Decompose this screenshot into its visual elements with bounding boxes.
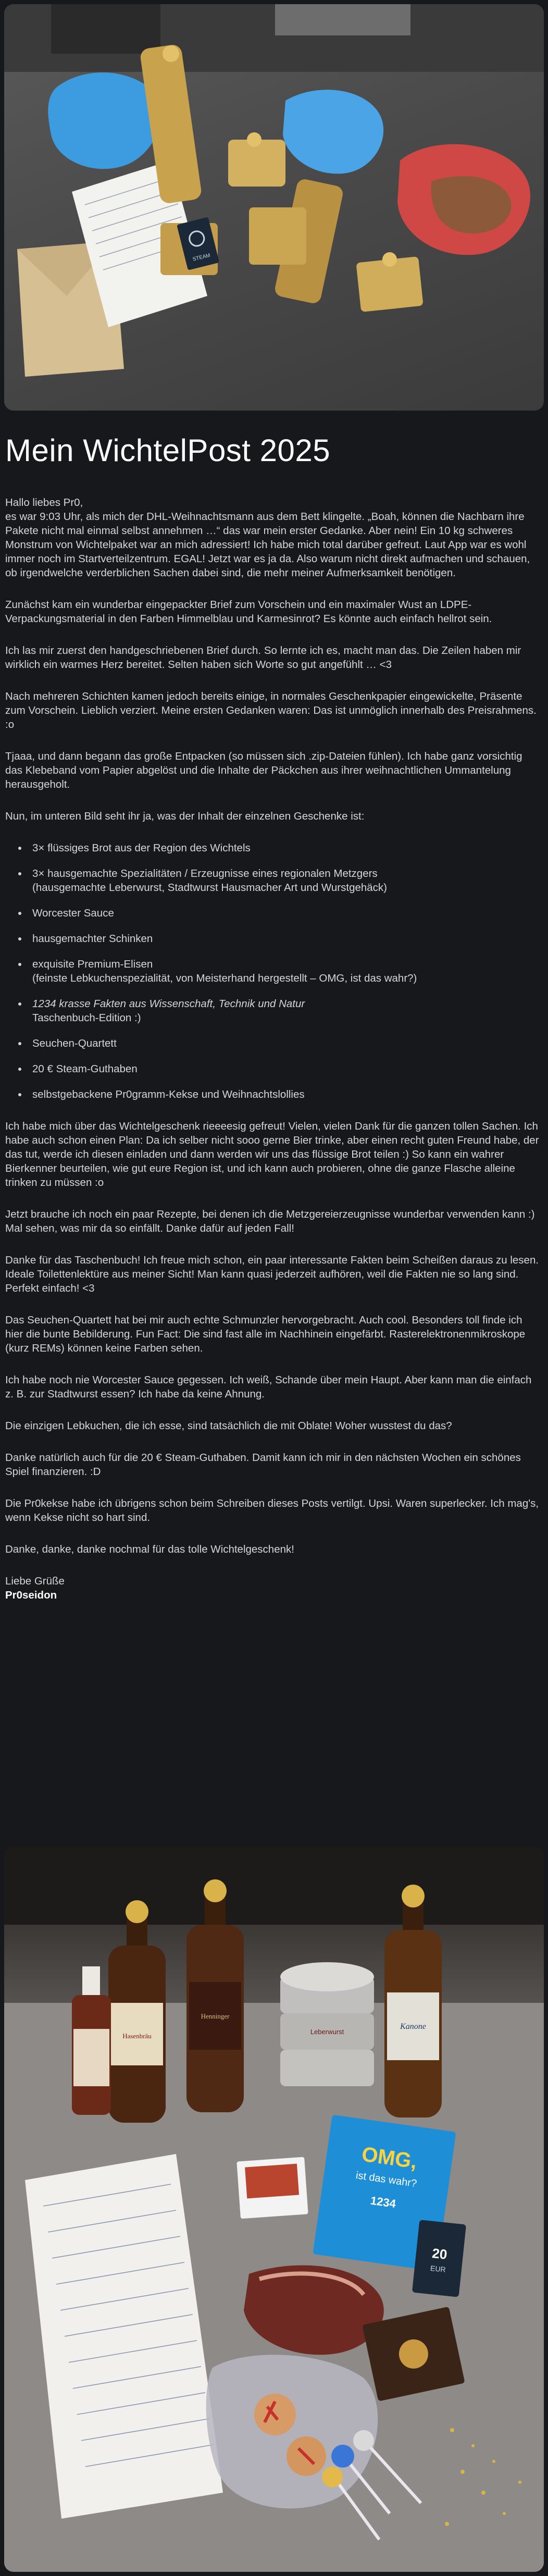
paragraph-5: Tjaaa, und dann begann das große Entpacken (so müssen sich .zip-Dateien fühlen). Ich habe ganz vorsichtig das Klebeband vom Papier abgelöst und die Inhalte der Päckchen aus ihrer weihnachtlichen Ummantelung herausgeholt. xyxy=(5,750,522,790)
lolly xyxy=(353,2430,374,2451)
list-item: • exquisite Premium-Elisen (feinste Lebkuchenspezialität, von Meisterhand hergestellt – OMG, ist das wahr?) xyxy=(28,957,542,985)
cookie-bag xyxy=(206,2355,378,2508)
paragraph-8: Jetzt brauche ich noch ein paar Rezepte, bei denen ich die Metzgereierzeugnisse wunderbar verwenden kann :) Mal sehen, was mir da so einfällt. Danke dafür auf jeden Fall! xyxy=(5,1208,535,1234)
list-item: • Worcester Sauce xyxy=(28,906,542,920)
beer-bottle xyxy=(108,1900,166,2123)
steam-card-label: STEAM xyxy=(192,252,211,263)
sausage-can xyxy=(280,1962,374,2086)
beer-label-text: Kanone xyxy=(400,2022,426,2031)
gifts-contents-photo[interactable] xyxy=(4,1847,544,2572)
steam-currency: EUR xyxy=(430,2263,446,2274)
list-item: • hausgemachter Schinken xyxy=(28,932,542,946)
paragraph-2: Zunächst kam ein wunderbar eingepackter Brief zum Vorschein und ein maximaler Wust an LDPE-Verpackungsmaterial in den Farben Himmelblau und Karmesinrot? Es könnte auch einfach hellrot sein. xyxy=(5,599,492,625)
intro-paragraph xyxy=(5,496,542,580)
paragraph-11: Ich habe noch nie Worcester Sauce gegessen. Ich weiß, Schande über mein Haupt. Aber kann man die einfach z. B. zur Stadtwurst essen? Ich habe da keine Ahnung. xyxy=(5,1374,532,1400)
window-light xyxy=(275,4,410,35)
background-dark xyxy=(4,1847,544,1925)
paragraph-10: Das Seuchen-Quartett hat bei mir auch echte Schmunzler hervorgebracht. Auch cool. Besonders toll finde ich hier die bunte Bebilderung. Fun Fact: Die sind fast alle im Nachhinein eingefärbt. Rasterelektronenmikroskope (kurz REMs) können keine Farben sehen. xyxy=(5,1314,526,1354)
blue-packing-bag xyxy=(48,72,161,169)
post-body xyxy=(5,432,542,1620)
blue-packing-bag xyxy=(283,90,383,174)
paragraph-9: Danke für das Taschenbuch! Ich freue mich schon, ein paar interessante Fakten beim Scheißen daraus zu lesen. Ideale Toilettenlektüre aus meiner Sicht! Man kann quasi jederzeit aufhören, weil die Fakten nie so lang sind. Perfekt einfach! <3 xyxy=(5,1254,539,1294)
lolly xyxy=(322,2467,343,2487)
paragraph-12: Die einzigen Lebkuchen, die ich esse, sind tatsächlich die mit Oblate! Woher wusstest du das? xyxy=(5,1420,452,1432)
lolly xyxy=(331,2445,354,2468)
closing xyxy=(5,1574,542,1602)
gift-bow xyxy=(382,252,397,267)
paragraph-14: Die Pr0kekse habe ich übrigens schon beim Schreiben dieses Posts vertilgt. Upsi. Waren superlecker. Ich mag's, wenn Kekse nicht so hart sind. xyxy=(5,1497,539,1524)
list-item: • 3× flüssiges Brot aus der Region des Wichtels xyxy=(28,841,542,855)
gold-wrapped-gift xyxy=(228,140,285,187)
greeting: Hallo liebes Pr0, xyxy=(5,497,83,509)
steam-value: 20 xyxy=(431,2245,448,2263)
window-shadow xyxy=(51,4,160,54)
paragraph-13: Danke natürlich auch für die 20 € Steam-Guthaben. Damit kann ich mir in den nächsten Wochen ein schönes Spiel finanzieren. :D xyxy=(5,1452,521,1478)
can-label-text: Leberwurst xyxy=(310,2028,344,2036)
list-item: • selbstgebackene Pr0gramm-Kekse und Weihnachtslollies xyxy=(28,1087,542,1101)
beer-label-text: Henninger xyxy=(201,2012,230,2020)
cookie xyxy=(287,2436,326,2476)
beer-label-text: Hasenbräu xyxy=(122,2032,152,2040)
closing-line: Liebe Grüße xyxy=(5,1575,65,1587)
paragraph-1: es war 9:03 Uhr, als mich der DHL-Weihnachtsmann aus dem Bett klingelte. „Boah, können die Nachbarn ihre Pakete nicht mal einmal selbst annehmen …“ das war mein erster Gedanke. Aber nein! Ein 10 kg schweres Monstrum von Wichtelpaket war an mich adressiert! Ich habe mich total darüber gefreut. Laut App war es wohl immer noch im Startverteilzentrum. EGAL! Jetzt war es ja da. Also warum nicht direkt aufmachen und schauen, ob irgendwelche verderblichen Sachen dabei sind, die mehr meiner Aufmerksamkeit benötigen. xyxy=(5,511,530,579)
paragraph-6: Nun, im unteren Bild seht ihr ja, was der Inhalt der einzelnen Geschenke ist: xyxy=(5,810,365,822)
gift-bow xyxy=(163,45,179,62)
list-item: • 1234 krasse Fakten aus Wissenschaft, Technik und Natur Taschenbuch-Edition :) xyxy=(28,997,542,1025)
book-subtitle: ist das wahr? xyxy=(355,2170,418,2190)
book-count: 1234 xyxy=(369,2194,397,2211)
seuchen-quartett-box xyxy=(236,2157,308,2219)
wichtelpaket-photo[interactable] xyxy=(4,4,544,411)
list-item: • 3× hausgemachte Spezialitäten / Erzeugnisse eines regionalen Metzgers (hausgemachte Leberwurst, Stadtwurst Hausmacher Art und Wurstgehäck) xyxy=(28,866,542,895)
author-signature: Pr0seidon xyxy=(5,1589,57,1601)
cookie xyxy=(254,2394,296,2435)
list-item: • 20 € Steam-Guthaben xyxy=(28,1062,542,1076)
book-title: OMG, xyxy=(360,2142,419,2173)
paragraph-15: Danke, danke, danke nochmal für das tolle Wichtelgeschenk! xyxy=(5,1543,294,1555)
post-title: Mein WichtelPost 2025 xyxy=(5,433,331,468)
gift-bow xyxy=(247,132,261,147)
paragraph-7: Ich habe mich über das Wichtelgeschenk rieeeesig gefreut! Vielen, vielen Dank für die ganzen tollen Sachen. Ich habe auch schon einen Plan: Da ich selber nicht sooo gerne Bier trinke, aber einen recht guten Freund habe, der das tut, werde ich diesen einladen und dann werden wir uns das flüssige Brot teilen :) So kann ein wahrer Bierkenner beurteilen, wie gut eure Region ist, und ich kann auch probieren, ohne die ganze Flasche alleine trinken zu müssen :o xyxy=(5,1120,539,1188)
list-item: • Seuchen-Quartett xyxy=(28,1036,542,1050)
gold-wrapped-gift xyxy=(249,207,306,265)
paragraph-4: Nach mehreren Schichten kamen jedoch bereits einige, in normales Geschenkpapier eingewickelte, Präsente zum Vorschein. Lieblich verziert. Meine ersten Gedanken waren: Das ist unmöglich innerhalb des Preisrahmens. :o xyxy=(5,690,537,730)
worcester-sauce-bottle xyxy=(72,1966,111,2115)
steam-gift-card xyxy=(412,2220,466,2297)
paragraph-3: Ich las mir zuerst den handgeschriebenen Brief durch. So lernte ich es, macht man das. Die Zeilen haben mir wirklich ein warmes Herz bereitet. Selten haben sich Worte so gut angefühlt … <3 xyxy=(5,645,521,671)
gift-list xyxy=(5,841,542,1101)
